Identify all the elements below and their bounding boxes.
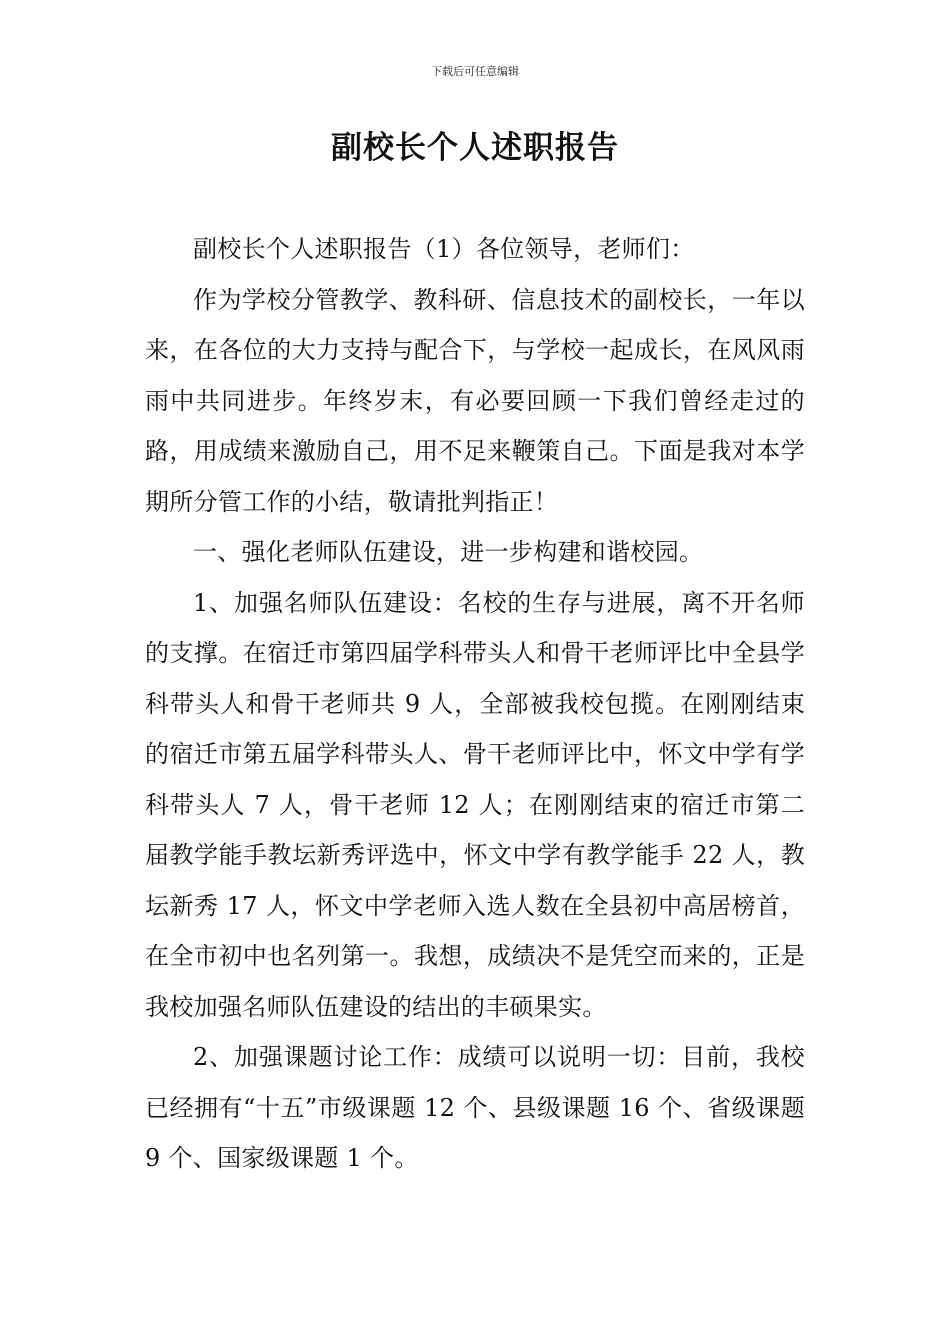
document-body (145, 224, 805, 1184)
document-title: 副校长个人述职报告 (331, 130, 619, 166)
header-note: 下载后可任意编辑 (431, 65, 519, 78)
paragraph-intro: 作为学校分管教学、教科研、信息技术的副校长，一年以来，在各位的大力支持与配合下，与学校一起成长，在风风雨雨中共同进步。年终岁末，有必要回顾一下我们曾经走过的路，用成绩来激励自己，用不足来鞭策自己。下面是我对本学期所分管工作的小结，敬请批判指正！ (145, 285, 805, 516)
paragraph-greeting: 副校长个人述职报告（1）各位领导，老师们： (193, 235, 695, 263)
paragraph-section-heading: 一、强化老师队伍建设，进一步构建和谐校园。 (193, 538, 704, 566)
paragraph-research-topics: 2、加强课题讨论工作：成绩可以说明一切：目前，我校已经拥有“十五”市级课题 12 个、县级课题 16 个、省级课题 9 个、国家级课题 1 个。 (145, 1043, 805, 1172)
paragraph-teacher-team: 1、加强名师队伍建设：名校的生存与进展，离不开名师的支撑。在宿迁市第四届学科带头人和骨干老师评比中全县学科带头人和骨干老师共 9 人，全部被我校包揽。在刚刚结束的宿迁市第五届学科带头人、骨干老师评比中，怀文中学有学科带头人 7 人，骨干老师 12 人；在刚刚结束的宿迁市第二届教学能手教坛新秀评选中，怀文中学有教学能手 22 人，教坛新秀 17 人，怀文中学老师入选人数在全县初中高居榜首，在全市初中也名列第一。我想，成绩决不是凭空而来的，正是我校加强名师队伍建设的结出的丰硕果实。 (145, 588, 805, 1021)
